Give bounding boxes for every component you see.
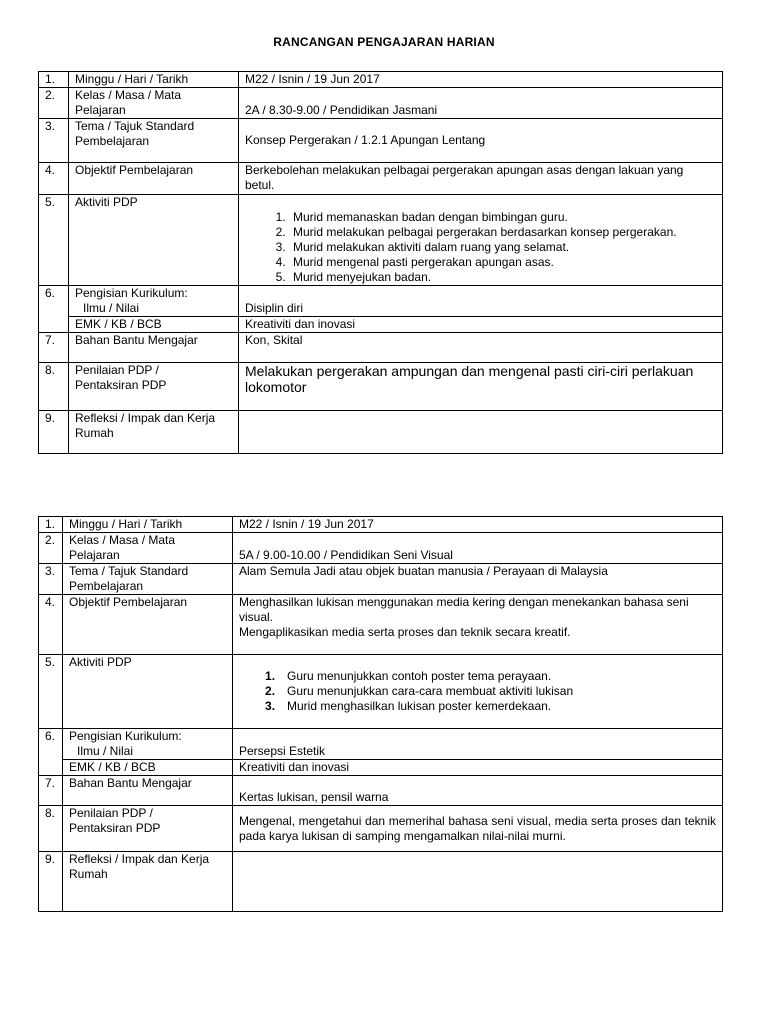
row-value: Disiplin diri <box>239 286 723 317</box>
row-label: Tema / Tajuk Standard Pembelajaran <box>69 119 239 163</box>
row-number: 2. <box>39 533 63 564</box>
list-item: 1. Murid memanaskan badan dengan bimbingan guru. <box>289 210 716 225</box>
table-row <box>39 333 723 363</box>
table-row <box>39 852 723 912</box>
row-number: 9. <box>39 852 63 912</box>
row-value: Kertas lukisan, pensil warna <box>233 776 723 806</box>
row-label: Tema / Tajuk Standard Pembelajaran <box>63 564 233 595</box>
list-item: Murid menghasilkan lukisan poster kemerdekaan. <box>287 699 552 713</box>
table-row <box>39 88 723 119</box>
table-row <box>39 119 723 163</box>
activity-list <box>239 669 716 714</box>
row-number: 4. <box>39 595 63 655</box>
row-value: Kon, Skital <box>239 333 723 363</box>
list-item: 4. Murid mengenal pasti pergerakan apungan asas. <box>289 255 716 270</box>
row-label: Aktiviti PDP <box>69 195 239 286</box>
row-number: 6. <box>39 729 63 776</box>
table-row <box>39 317 723 333</box>
row-value <box>233 655 723 729</box>
table-row <box>39 776 723 806</box>
row-number: 8. <box>39 806 63 852</box>
list-item: Guru menunjukkan contoh poster tema perayaan. <box>287 669 552 683</box>
table-row <box>39 286 723 317</box>
row-number: 9. <box>39 411 69 454</box>
row-label: EMK / KB / BCB <box>69 317 239 333</box>
row-value <box>233 852 723 912</box>
row-label: Kelas / Masa / Mata Pelajaran <box>63 533 233 564</box>
table-row <box>39 595 723 655</box>
row-number: 7. <box>39 333 69 363</box>
list-item: 3. Murid melakukan aktiviti dalam ruang yang selamat. <box>289 240 716 255</box>
table-row <box>39 517 723 533</box>
row-label: Refleksi / Impak dan Kerja Rumah <box>69 411 239 454</box>
row-label: Objektif Pembelajaran <box>63 595 233 655</box>
row-value: Menghasilkan lukisan menggunakan media kering dengan menekankan bahasa seni visual. Mengaplikasikan media serta proses dan teknik secara kreatif. <box>233 595 723 655</box>
row-label: EMK / KB / BCB <box>63 760 233 776</box>
row-label: Kelas / Masa / Mata Pelajaran <box>69 88 239 119</box>
table-row <box>39 729 723 760</box>
list-item: Guru menunjukkan cara-cara membuat aktiviti lukisan <box>287 684 574 698</box>
row-label: Bahan Bantu Mengajar <box>69 333 239 363</box>
lesson-plan-table-2 <box>38 516 723 912</box>
table-row <box>39 411 723 454</box>
row-value: Melakukan pergerakan ampungan dan mengenal pasti ciri-ciri perlakuan lokomotor <box>239 363 723 411</box>
row-value: Persepsi Estetik <box>233 729 723 760</box>
table-row <box>39 363 723 411</box>
row-number: 6. <box>39 286 69 333</box>
row-value: 2A / 8.30-9.00 / Pendidikan Jasmani <box>239 88 723 119</box>
row-label: Aktiviti PDP <box>63 655 233 729</box>
table-row <box>39 564 723 595</box>
table-row <box>39 806 723 852</box>
row-number: 2. <box>39 88 69 119</box>
page-title: RANCANGAN PENGAJARAN HARIAN <box>273 35 495 49</box>
row-value: Alam Semula Jadi atau objek buatan manusia / Perayaan di Malaysia <box>233 564 723 595</box>
row-value <box>239 411 723 454</box>
row-value: 5A / 9.00-10.00 / Pendidikan Seni Visual <box>233 533 723 564</box>
table-row <box>39 760 723 776</box>
table-row <box>39 72 723 88</box>
row-number: 5. <box>39 655 63 729</box>
row-label: Pengisian Kurikulum: Ilmu / Nilai <box>63 729 233 760</box>
row-value: Berkebolehan melakukan pelbagai pergerakan apungan asas dengan lakuan yang betul. <box>239 163 723 195</box>
row-number: 5. <box>39 195 69 286</box>
row-number: 1. <box>39 72 69 88</box>
row-number: 1. <box>39 517 63 533</box>
row-number: 8. <box>39 363 69 411</box>
table-row <box>39 533 723 564</box>
row-number: 4. <box>39 163 69 195</box>
row-label: Penilaian PDP / Pentaksiran PDP <box>69 363 239 411</box>
row-label: Minggu / Hari / Tarikh <box>63 517 233 533</box>
activity-list <box>245 210 716 285</box>
row-number: 7. <box>39 776 63 806</box>
row-value: M22 / Isnin / 19 Jun 2017 <box>239 72 723 88</box>
table-row <box>39 163 723 195</box>
table-row <box>39 195 723 286</box>
row-label: Minggu / Hari / Tarikh <box>69 72 239 88</box>
table-row <box>39 655 723 729</box>
row-number: 3. <box>39 119 69 163</box>
row-label: Objektif Pembelajaran <box>69 163 239 195</box>
row-value: Kreativiti dan inovasi <box>239 317 723 333</box>
row-label: Refleksi / Impak dan Kerja Rumah <box>63 852 233 912</box>
lesson-plan-table-1 <box>38 71 723 454</box>
row-value: Konsep Pergerakan / 1.2.1 Apungan Lentang <box>239 119 723 163</box>
row-value: M22 / Isnin / 19 Jun 2017 <box>233 517 723 533</box>
list-item: 2. Murid melakukan pelbagai pergerakan berdasarkan konsep pergerakan. <box>289 225 716 240</box>
row-label: Pengisian Kurikulum: Ilmu / Nilai <box>69 286 239 317</box>
row-label: Bahan Bantu Mengajar <box>63 776 233 806</box>
row-value <box>239 195 723 286</box>
row-value: Mengenal, mengetahui dan memerihal bahasa seni visual, media serta proses dan teknik pada karya lukisan di samping mengamalkan nilai-nilai murni. <box>233 806 723 852</box>
list-item: 5. Murid menyejukan badan. <box>289 270 716 285</box>
row-value: Kreativiti dan inovasi <box>233 760 723 776</box>
row-number: 3. <box>39 564 63 595</box>
row-label: Penilaian PDP / Pentaksiran PDP <box>63 806 233 852</box>
